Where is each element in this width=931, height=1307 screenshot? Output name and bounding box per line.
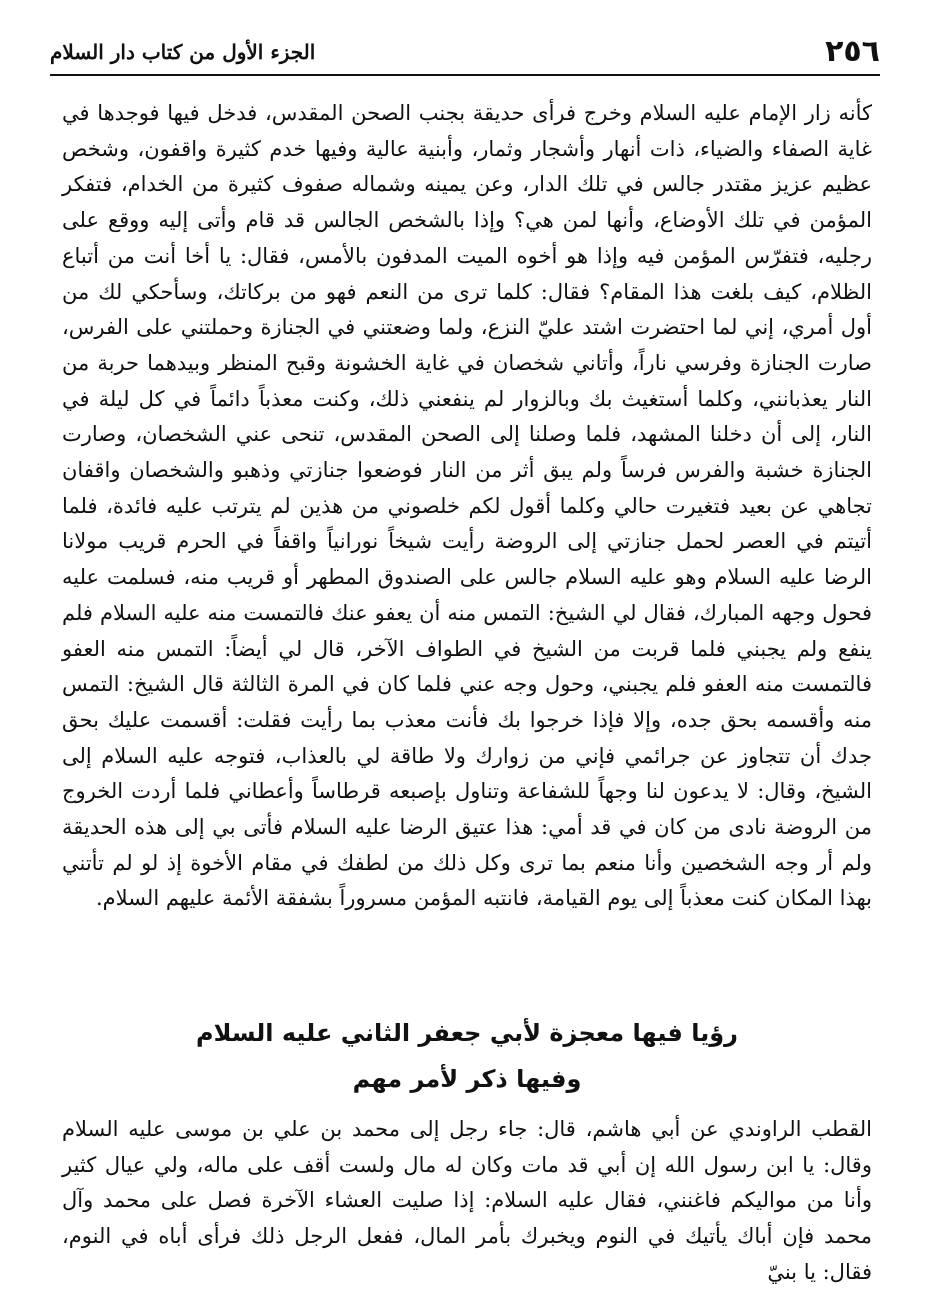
- section-heading: [62, 1010, 872, 1102]
- body-paragraph-1: كأنه زار الإمام عليه السلام وخرج فرأى حديقة بجنب الصحن المقدس، فدخل فيها فوجدها في غاية الصفاء والضياء، ذات أنهار وأشجار وثمار، وأبنية عالية وفيها خدم كثيرة واقفون، وشخص عظيم عزيز مقتدر جالس في تلك الدار، وعن يمينه وشماله صفوف كثيرة من الخدام، فتفكر المؤمن في تلك الأوضاع، وأنها لمن هي؟ وإذا بالشخص الجالس قد قام وأتى إليه ووقع على رجليه، فتفرّس المؤمن فيه وإذا هو أخوه الميت المدفون بالأمس، فقال: يا أخا أنت من أتباع الظلام، كيف بلغت هذا المقام؟ فقال: كلما ترى من النعم فهو من بركاتك، وسأحكي لك من أول أمري، إني لما احتضرت اشتد عليّ النزع، ولما وضعتني في الجنازة وحملتني على الفرس، صارت الجنازة وفرسي ناراً، وأتاني شخصان في غاية الخشونة وقبح المنظر وبيدهما حربة من النار يعذبانني، وكلما أستغيث بك وبالزوار لم ينفعني ذلك، وكنت معذباً دائماً في كل ليلة في النار، إلى أن دخلنا المشهد، فلما وصلنا إلى الصحن المقدس، تنحى عني الشخصان، وصارت الجنازة خشبة والفرس فرساً ولم يبق أثر من النار فوضعوا جنازتي وذهبو والشخصان واقفان تجاهي عن بعيد فتغيرت حالي وكلما أقول لكم خلصوني من هذين لم يترتب عليه فائدة، فلما أتيتم في العصر لحمل جنازتي إلى الروضة رأيت شيخاً نورانياً واقفاً في الحرم قريب مولانا الرضا عليه السلام وهو عليه السلام جالس على الصندوق المطهر أو قريب منه، فسلمت عليه فحول وجهه المبارك، فقال لي الشيخ: التمس منه أن يعفو عنك فالتمست منه عليه السلام فلم ينفع ولم يجبني فلما قربت من الشيخ في الطواف الآخر، قال لي أيضاً: التمس منه العفو فالتمست منه العفو فلم يجبني، وحول وجه عني فلما كان في المرة الثالثة قال الشيخ: التمس منه وأقسمه بحق جده، وإلا فإذا خرجوا بك فأنت معذب بما رأيت فقلت: أقسمت عليك بحق جدك أن تتجاوز عن جرائمي فإني من زوارك ولا طاقة لي بالعذاب، فتوجه عليه السلام إلى الشيخ، وقال: لا يدعون لنا وجهاً للشفاعة وتناول بإصبعه قرطاساً وأعطاني فلما أردت الخروج من الروضة نادى من كان في قد أمي: هذا عتيق الرضا عليه السلام فأتى بي إلى هذه الحديقة ولم أر وجه الشخصين وأنا منعم بما ترى وكل ذلك من لطفك في مقام الأخوة إذ لو لم تأتني بهذا المكان كنت معذباً إلى يوم القيامة، فانتبه المؤمن مسروراً بشفقة الأئمة عليهم السلام.: [62, 101, 872, 911]
- running-title: الجزء الأول من كتاب دار السلام: [50, 40, 316, 64]
- page-header: [50, 28, 880, 76]
- section-heading-line-1: رؤيا فيها معجزة لأبي جعفر الثاني عليه السلام: [196, 1019, 738, 1047]
- header-rule: [50, 74, 880, 76]
- page-number: ٢٥٦: [825, 34, 880, 69]
- body-paragraph-2: القطب الراوندي عن أبي هاشم، قال: جاء رجل إلى محمد بن علي بن موسى عليه السلام وقال: يا ابن رسول الله إن أبي قد مات وكان له مال ولست أقف على ماله، ولي عيال كثير وأنا من مواليكم فاغنني، فقال عليه السلام: إذا صليت العشاء الآخرة فصل على محمد وآل محمد فإن أباك يأتيك في النوم ويخبرك بأمر المال، ففعل الرجل ذلك فرأى أباه في النوم، فقال: يا بنيّ: [62, 1117, 872, 1284]
- section-heading-line-2: وفيها ذكر لأمر مهم: [352, 1065, 582, 1093]
